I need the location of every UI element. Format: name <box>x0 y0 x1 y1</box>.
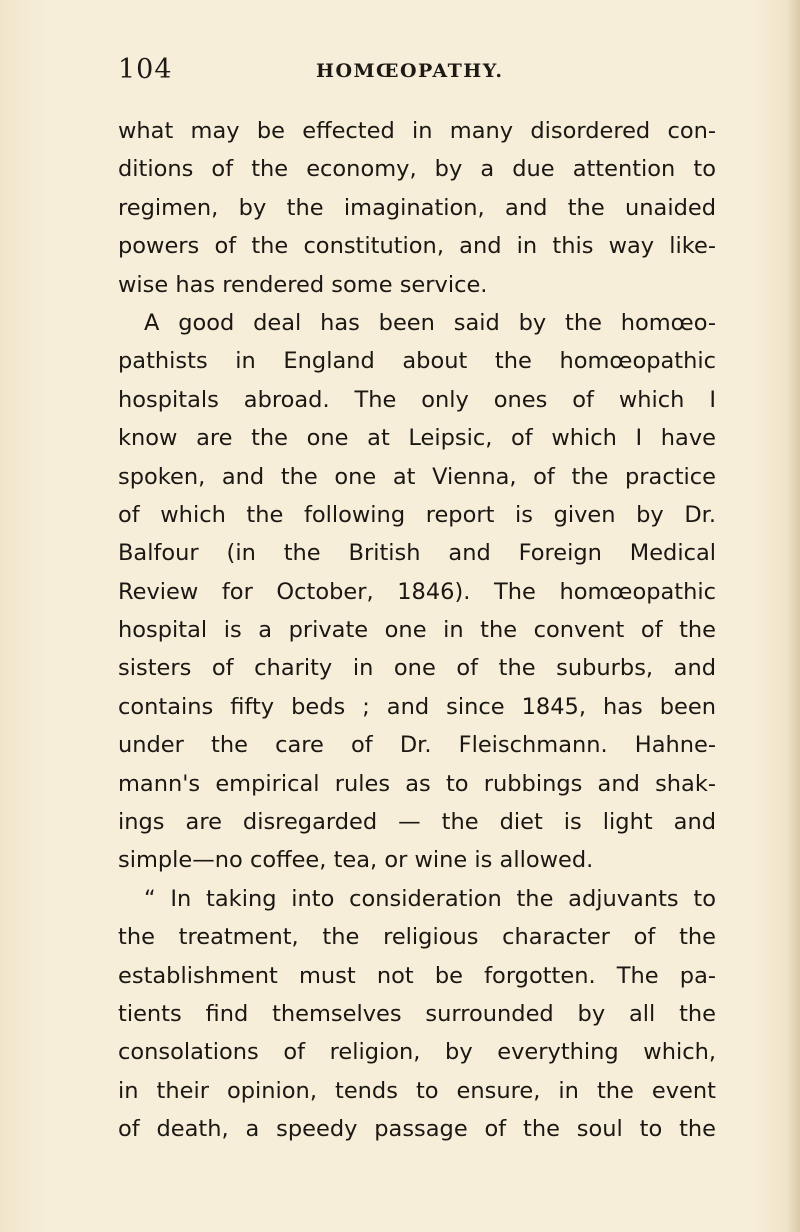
text-line: wise has rendered some service. <box>118 271 488 298</box>
text-line: the treatment, the religious character of the <box>118 924 716 951</box>
text-line: hospitals abroad. The only ones of which I <box>118 386 716 413</box>
text-line: Review for October, 1846). The homœopathic <box>118 578 716 605</box>
body-text <box>118 112 716 1149</box>
page-edge-shadow <box>786 0 800 1232</box>
text-line: ditions of the economy, by a due attention to <box>118 156 716 183</box>
text-line: “ In taking into consideration the adjuvants to <box>144 885 716 912</box>
text-line: hospital is a private one in the convent of the <box>118 617 716 644</box>
text-line: under the care of Dr. Fleischmann. Hahne- <box>118 732 716 759</box>
text-line: powers of the constitution, and in this way like- <box>118 233 716 260</box>
text-line: contains fifty beds ; and since 1845, has been <box>118 693 716 720</box>
text-line: consolations of religion, by everything which, <box>118 1039 716 1066</box>
page-number: 104 <box>118 54 173 85</box>
text-line: in their opinion, tends to ensure, in the event <box>118 1077 716 1104</box>
text-line: regimen, by the imagination, and the unaided <box>118 194 716 221</box>
text-line: establishment must not be forgotten. The pa- <box>118 962 716 989</box>
text-line: mann's empirical rules as to rubbings and shak- <box>118 770 716 797</box>
running-title: HOMŒOPATHY. <box>316 60 504 82</box>
text-line: know are the one at Leipsic, of which I have <box>118 425 716 452</box>
text-line: of death, a speedy passage of the soul to the <box>118 1116 716 1143</box>
text-line: pathists in England about the homœopathic <box>118 348 716 375</box>
text-line: spoken, and the one at Vienna, of the practice <box>118 463 716 490</box>
text-line: of which the following report is given by Dr. <box>118 501 716 528</box>
text-line: sisters of charity in one of the suburbs, and <box>118 655 716 682</box>
text-line: tients find themselves surrounded by all the <box>118 1000 716 1027</box>
text-line: Balfour (in the British and Foreign Medical <box>118 540 716 567</box>
text-line: what may be effected in many disordered con- <box>118 118 716 144</box>
text-line: simple—no coffee, tea, or wine is allowed. <box>118 847 594 874</box>
running-head <box>118 54 738 88</box>
text-line: ings are disregarded — the diet is light and <box>118 809 716 836</box>
text-line: A good deal has been said by the homœo- <box>144 309 716 336</box>
